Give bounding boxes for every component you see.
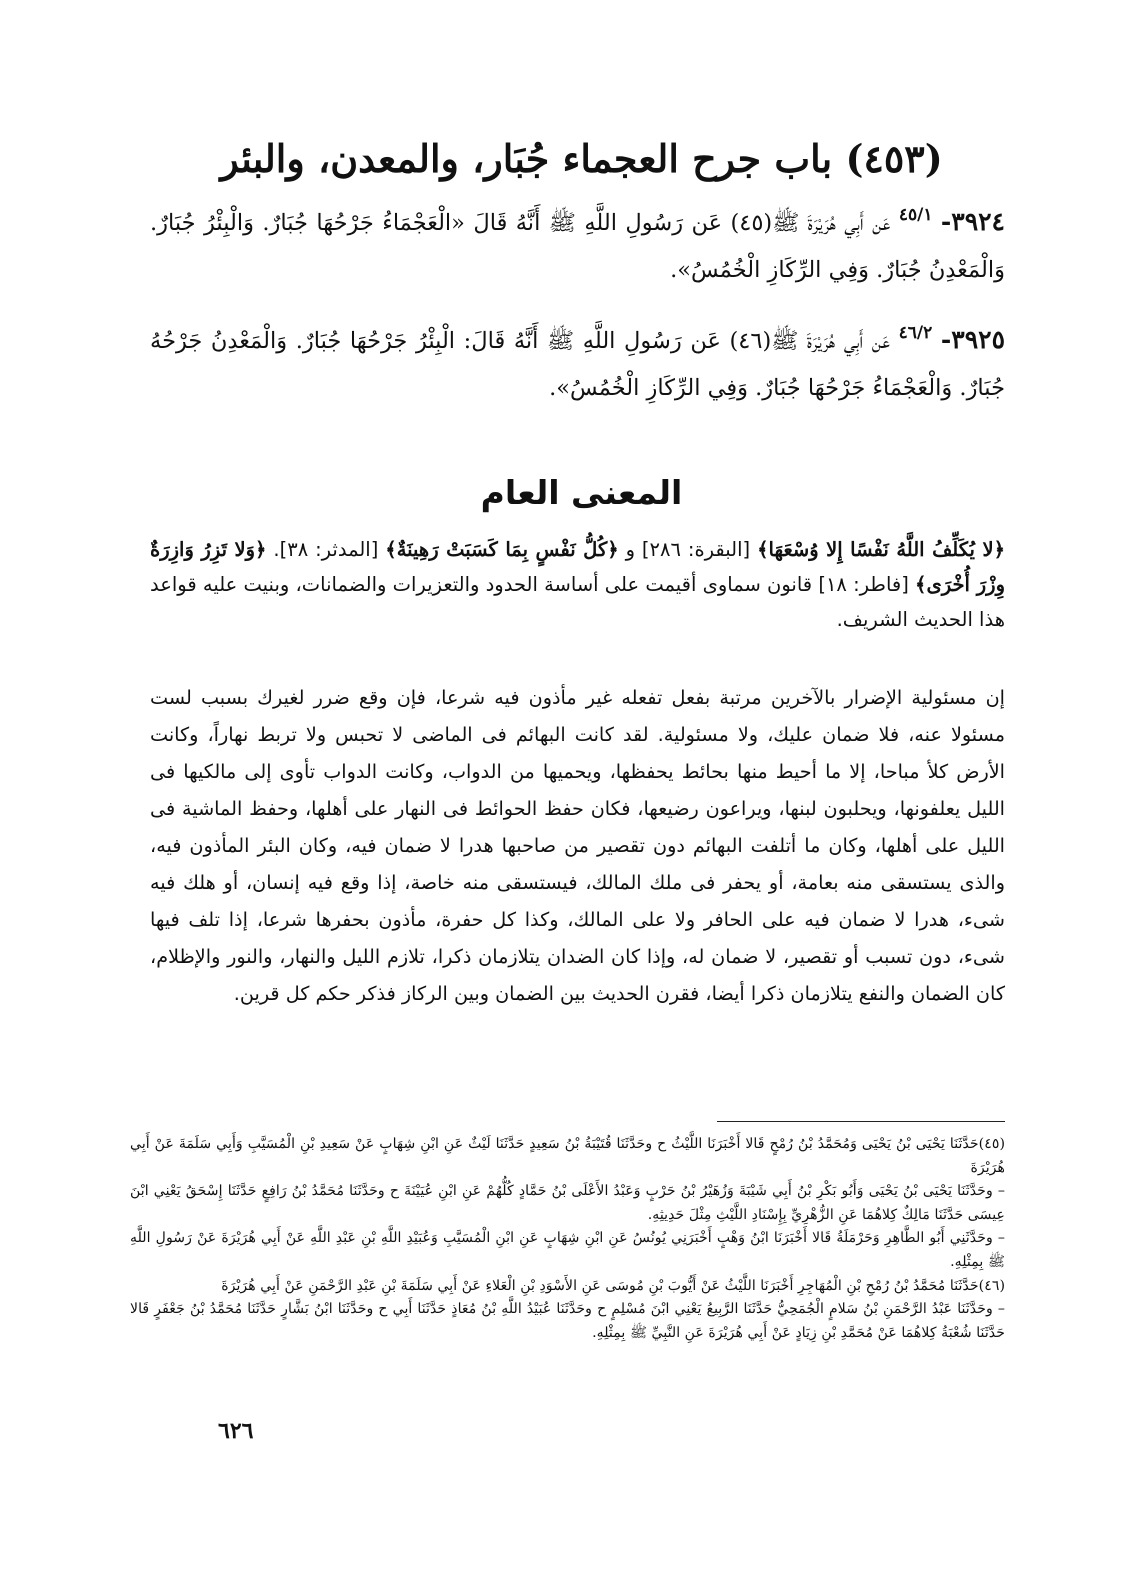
quran-verse-muddaththir: ﴿كُلُّ نَفْسٍ بِمَا كَسَبَتْ رَهِينَةٌ﴾ xyxy=(385,537,619,561)
chapter-title: (٤٥٣) باب جرح العجماء جُبَار، والمعدن، والبئر xyxy=(220,136,943,182)
footnote-45-chain-2: – وحَدَّثَنَا يَحْيَى بْنُ يَحْيَى وَأَبُو بَكْرِ بْنُ أَبِي شَيْبَةَ وَزُهَيْرُ بْنُ حَرْبٍ وَعَبْدُ الأَعْلَى بْنُ حَمَّادٍ كُلُّهُمْ عَنِ ابْنِ عُيَيْنَةَ ح وحَدَّثَنَا مُحَمَّدُ بْنُ رَافِعٍ حَدَّثَنَا إِسْحَقُ يَعْنِي ابْنَ عِيسَى حَدَّثَنَا مَالِكٌ كِلاهُمَا عَنِ الزُّهْرِيِّ بِإِسْنَادِ اللَّيْثِ مِثْلَ حَدِيثِهِ. xyxy=(130,1183,1005,1223)
quran-verse-baqarah: ﴿لا يُكَلِّفُ اللَّهُ نَفْسًا إِلا وُسْعَهَا﴾ xyxy=(757,537,1005,561)
footnote-45: (٤٥)حَدَّثَنَا يَحْيَى بْنُ يَحْيَى وَمُحَمَّدُ بْنُ رُمْحٍ قَالا أَخْبَرَنَا اللَّيْثُ ح وحَدَّثَنَا قُتَيْبَةُ بْنُ سَعِيدٍ حَدَّثَنَا لَيْثٌ عَنِ ابْنِ شِهَابٍ عَنْ سَعِيدِ بْنِ الْمُسَيَّبِ وَأَبِي سَلَمَةَ عَنْ أَبِي هُرَيْرَةَ xyxy=(130,1136,1005,1176)
page-number: ٦٢٦ xyxy=(218,1418,254,1444)
hadith-3924 xyxy=(150,192,1005,294)
verse-ref-baqarah: [البقرة: ٢٨٦] و xyxy=(625,537,751,561)
hadith-number: ٣٩٢٥- xyxy=(940,325,1006,354)
footnote-46-chain-2: – وحَدَّثَنَا عَبْدُ الرَّحْمَنِ بْنُ سَلامٍ الْجُمَحِيُّ حَدَّثَنَا الرَّبِيعُ يَعْنِي ابْنَ مُسْلِمٍ ح وحَدَّثَنَا عُبَيْدُ اللَّهِ بْنُ مُعَاذٍ حَدَّثَنَا أَبِي ح وحَدَّثَنَا ابْنُ بَشَّارٍ حَدَّثَنَا مُحَمَّدُ بْنُ جَعْفَرٍ قَالا حَدَّثَنَا شُعْبَةُ كِلاهُمَا عَنْ مُحَمَّدِ بْنِ زِيَادٍ عَنْ أَبِي هُرَيْرَةَ عَنِ النَّبِيِّ ﷺ بِمِثْلِهِ. xyxy=(130,1301,1005,1341)
hadith-text: عَن أَبِي هُرَيْرَةَ ﷺ(٤٥) عَن رَسُولِ اللَّهِ ﷺ أَنَّهُ قَالَ «الْعَجْمَاءُ جَرْحُهَا جُبَارٌ. وَالْبِئْرُ جُبَارٌ. وَالْمَعْدِنُ جُبَارٌ. وَفِي الرِّكَازِ الْخُمُسُ». xyxy=(150,210,1005,283)
hadith-number: ٣٩٢٤- xyxy=(940,207,1005,236)
footnote-46: (٤٦)حَدَّثَنَا مُحَمَّدُ بْنُ رُمْحِ بْنِ الْمُهَاجِرِ أَخْبَرَنَا اللَّيْثُ عَنْ أَيُّوبَ بْنِ مُوسَى عَنِ الأَسْوَدِ بْنِ الْعَلاءِ عَنْ أَبِي سَلَمَةَ بْنِ عَبْدِ الرَّحْمَنِ عَنْ أَبِي هُرَيْرَةَ xyxy=(221,1277,1005,1294)
verse-ref-muddaththir: [المدثر: ٣٨]. xyxy=(266,537,379,561)
section-title: المعنى العام xyxy=(480,473,683,513)
intro-rest: [فاطر: ١٨] قانون سماوى أقيمت على أساسة الحدود والتعزيرات والضمانات، وبنيت عليه قواعد هذا الحديث الشريف. xyxy=(150,572,1005,631)
footnote-divider xyxy=(717,1121,1005,1122)
hadith-3925 xyxy=(150,310,1005,412)
body-paragraph: إن مسئولية الإضرار بالآخرين مرتبة بفعل تفعله غير مأذون فيه شرعا، فإن وقع ضرر لغيرك بسبب لست مسئولا عنه، فلا ضمان عليك، ولا مسئولية. لقد كانت البهائم فى الماضى لا تحبس ولا تربط نهاراً، وكانت الأرض كلأ مباحا، إلا ما أحيط منها بحائط يحفظها، ويحميها من الدواب، وكانت الدواب تأوى إلى مالكيها فى الليل يعلفونها، ويحلبون لبنها، ويراعون رضيعها، فكان حفظ الحوائط فى النهار على أهلها، وحفظ الماشية فى الليل على أهلها، وكان ما أتلفت البهائم دون تقصير من صاحبها هدرا لا ضمان فيه، وكان البئر المأذون فيه، والذى يستسقى منه بعامة، أو يحفر فى ملك المالك، فيستسقى منه خاصة، إذا وقع فيه إنسان، أو هلك فيه شىء، هدرا لا ضمان فيه على الحافر ولا على المالك، وكذا كل حفرة، مأذون بحفرها شرعا، إذا تلف فيها شىء، دون تسبب أو تقصير، لا ضمان له، وإذا كان الضدان يتلازمان ذكرا، تلازم الليل والنهار، والنور والإظلام، كان الضمان والنفع يتلازمان ذكرا أيضا، فقرن الحديث بين الضمان وبين الركاز فذكر حكم كل قرين. xyxy=(150,686,1005,1006)
footnote-45-chain-3: – وحَدَّثَنِي أَبُو الطَّاهِرِ وَحَرْمَلَةُ قَالا أَخْبَرَنَا ابْنُ وَهْبٍ أَخْبَرَنِي يُونُسُ عَنِ ابْنِ شِهَابٍ عَنِ ابْنِ الْمُسَيَّبِ وَعُبَيْدِ اللَّهِ بْنِ عَبْدِ اللَّهِ عَنْ أَبِي هُرَيْرَةَ عَنْ رَسُولِ اللَّهِ ﷺ بِمِثْلِهِ. xyxy=(130,1230,1005,1270)
intro-paragraph xyxy=(150,532,1005,637)
hadith-text: عَن أَبِي هُرَيْرَةَ ﷺ(٤٦) عَن رَسُولِ اللَّهِ ﷺ أَنَّهُ قَالَ: الْبِئْرُ جَرْحُهَا جُبَارٌ. وَالْمَعْدِنُ جَرْحُهُ جُبَارٌ. وَالْعَجْمَاءُ جَرْحُهَا جُبَارٌ. وَفِي الرِّكَازِ الْخُمُسُ». xyxy=(150,328,1005,401)
hadith-ref: ٤٦/٢ xyxy=(898,323,933,343)
quran-verse-fatir: ﴿وَلا تَزِرُ وَازِرَةٌ وِزْرَ أُخْرَى﴾ xyxy=(150,537,1006,596)
footnotes xyxy=(130,1133,1005,1345)
hadith-ref: ٤٥/١ xyxy=(898,205,933,225)
